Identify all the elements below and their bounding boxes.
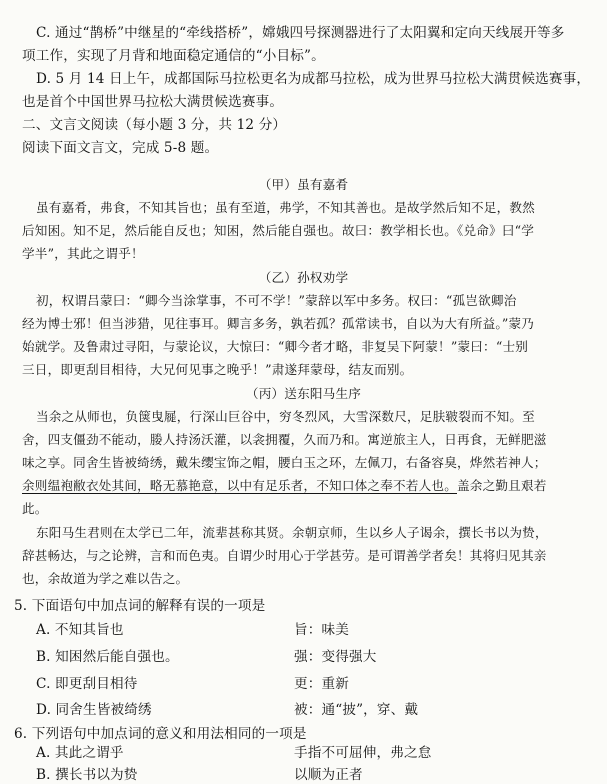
passage-bing-line-7: 辞甚畅达，与之论辨，言和而色夷。自谓少时用心于学甚劳。是可谓善学者矣！其将归见其亲 (22, 548, 547, 563)
passage-yi-line-4: 三日，即更刮目相待，大兄何见事之晚乎！”肃遂拜蒙母，结友而别。 (22, 362, 413, 377)
option-label: D. 同舍生皆被绮绣 (36, 702, 152, 718)
option-label: A. 其此之谓乎 (36, 745, 124, 761)
passage-bing-line-1: 当余之从师也，负箧曳屣，行深山巨谷中，穷冬烈风，大雪深数尺，足肤皲裂而不知。至 (36, 409, 535, 424)
passage-bing-line-4-tail: 盖余之勤且艰若 (457, 478, 547, 493)
passage-jia-title: （甲）虽有嘉肴 (258, 177, 349, 192)
passage-yi-line-1: 初，权谓吕蒙曰：“卿今当涂掌事，不可不学！”蒙辞以军中多务。权曰：“孤岂欲卿治 (36, 293, 517, 308)
passage-bing-line-4 (22, 477, 599, 495)
option-d-line-2: 也是首个中国世界马拉松大满贯候选赛事。 (22, 94, 284, 110)
option-explanation: 被：通“披”，穿、戴 (294, 702, 419, 718)
option-label: C. 即更刮目相待 (36, 676, 138, 692)
section-heading: 二、文言文阅读（每小题 3 分，共 12 分） (22, 117, 287, 133)
option-d-line-1: D. 5 月 14 日上午，成都国际马拉松更名为成都马拉松，成为世界马拉松大满贯候选赛事， (36, 71, 591, 87)
question-5-stem: 5. 下面语句中加点词的解释有误的一项是 (14, 598, 266, 614)
option-explanation: 手指不可屈伸，弗之怠 (294, 745, 432, 761)
passage-yi-line-2: 经为博士邪！但当涉猎，见往事耳。卿言多务，孰若孤？孤常读书，自以为大有所益。”蒙乃 (22, 316, 535, 331)
passage-bing-line-6: 东阳马生君则在太学已二年，流辈甚称其贤。余朝京师，生以乡人子谒余，撰长书以为贽， (36, 525, 548, 540)
passage-yi-line-3: 始就学。及鲁肃过寻阳，与蒙论议，大惊曰：“卿今者才略，非复吴下阿蒙！”蒙曰：“士别 (22, 339, 529, 354)
option-label: B. 知困然后能自强也。 (36, 649, 179, 665)
option-label: B. 撰长书以为贽 (36, 767, 138, 783)
passage-jia-line-1: 虽有嘉肴，弗食，不知其旨也；虽有至道，弗学，不知其善也。是故学然后知不足，教然 (36, 200, 535, 215)
passage-bing-line-2: 舍，四支僵劲不能动，媵人持汤沃灌，以衾拥覆，久而乃和。寓逆旅主人，日再食，无鲜肥滋 (22, 432, 547, 447)
option-c-line-1: C. 通过“鹊桥”中继星的“牵线搭桥”，嫦娥四号探测器进行了太阳翼和定向天线展开等多 (36, 25, 565, 41)
option-label: A. 不知其旨也 (36, 622, 124, 638)
option-c-line-2: 项工作，实现了月背和地面稳定通信的“小目标”。 (22, 48, 325, 64)
option-explanation: 以顺为正者 (294, 767, 363, 783)
option-explanation: 旨：味美 (294, 622, 349, 638)
passage-jia-line-2: 后知困。知不足，然后能自反也；知困，然后能自强也。故曰：教学相长也。《兑命》曰“学 (22, 223, 535, 238)
question-6-stem: 6. 下列语句中加点词的意义和用法相同的一项是 (14, 726, 307, 742)
passage-bing-line-5: 此。 (22, 501, 48, 516)
passage-bing-line-8: 也，余故道为学之难以告之。 (22, 571, 189, 586)
underlined-sentence: 余则缊袍敝衣处其间，略无慕艳意，以中有足乐者，不知口体之奉不若人也。 (22, 478, 457, 493)
passage-bing-title: （丙）送东阳马生序 (245, 386, 362, 401)
passage-jia-line-3: 学半”，其此之谓乎！ (22, 246, 144, 261)
passage-bing-line-3: 味之享。同舍生皆被绮绣，戴朱缨宝饰之帽，腰白玉之环，左佩刀，右备容臭，烨然若神人； (22, 455, 547, 470)
section-instruction: 阅读下面文言文，完成 5-8 题。 (22, 140, 219, 156)
option-explanation: 更：重新 (294, 676, 349, 692)
option-explanation: 强：变得强大 (294, 649, 377, 665)
passage-yi-title: （乙）孙权劝学 (258, 270, 349, 285)
